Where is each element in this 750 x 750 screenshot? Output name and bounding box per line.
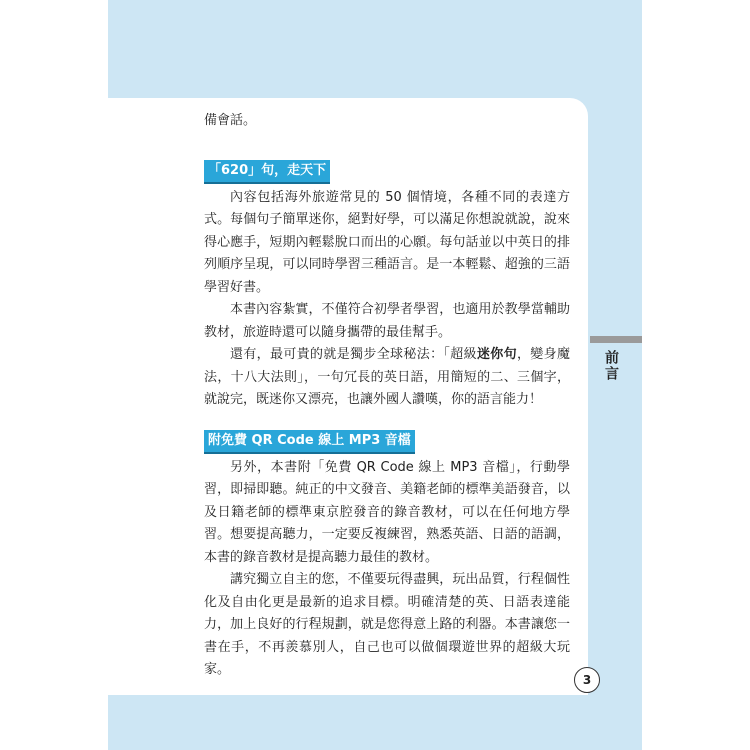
paragraph-text: ，變身魔法，十八大法則」，一句冗長的英日語，用簡短的二、三個字，就說完，既迷你又漂亮，也讓外國人讚嘆，你的語言能力！ bbox=[204, 347, 570, 407]
paragraph: 講究獨立自主的您，不僅要玩得盡興，玩出品質，行程個性化及自由化更是最新的追求目標。明確清楚的英、日語表達能力，加上良好的行程規劃，就是您得意上路的利器。本書讓您一書在手，不再羨慕別人，自己也可以做個環遊世界的超級大玩家。 bbox=[204, 572, 570, 677]
intro-line: 備會話。 bbox=[204, 113, 257, 128]
section-heading-620: 「620」句，走天下 bbox=[204, 160, 330, 184]
paragraph: 內容包括海外旅遊常見的 50 個情境，各種不同的表達方式。每個句子簡單迷你，絕對好學，可以滿足你想說就說，說來得心應手，短期內輕鬆脫口而出的心願。每句話並以中英日的排列順序呈現，可以同時學習三種語言。是一本輕鬆、超強的三語學習好書。 bbox=[204, 189, 570, 295]
page-number-badge: 3 bbox=[574, 667, 600, 693]
section-heading-qr-code: 附免費 QR Code 線上 MP3 音檔 bbox=[204, 430, 415, 454]
emphasis-text: 迷你句 bbox=[476, 347, 517, 362]
paragraph: 另外，本書附「免費 QR Code 線上 MP3 音檔」，行動學習，即掃即聽。純正的中文發音、美籍老師的標準美語發音，以及日籍老師的標準東京腔發音的錄音教材，可以在任何地方學習。想要提高聽力，一定要反複練習，熟悉英語、日語的語調，本書的錄音教材是提高聽力最佳的教材。 bbox=[204, 459, 570, 565]
section-heading-wrap bbox=[204, 160, 570, 184]
page-content bbox=[204, 110, 570, 682]
paragraph bbox=[204, 344, 570, 412]
chapter-tab-marker bbox=[590, 336, 642, 343]
paragraph: 本書內容紮實，不僅符合初學者學習，也適用於教學當輔助教材，旅遊時還可以隨身攜帶的最佳幫手。 bbox=[204, 302, 570, 340]
section-heading-wrap bbox=[204, 430, 570, 454]
chapter-label: 前言 bbox=[603, 350, 619, 382]
paragraph-text: 還有，最可貴的就是獨步全球秘法：「超級 bbox=[230, 347, 477, 362]
